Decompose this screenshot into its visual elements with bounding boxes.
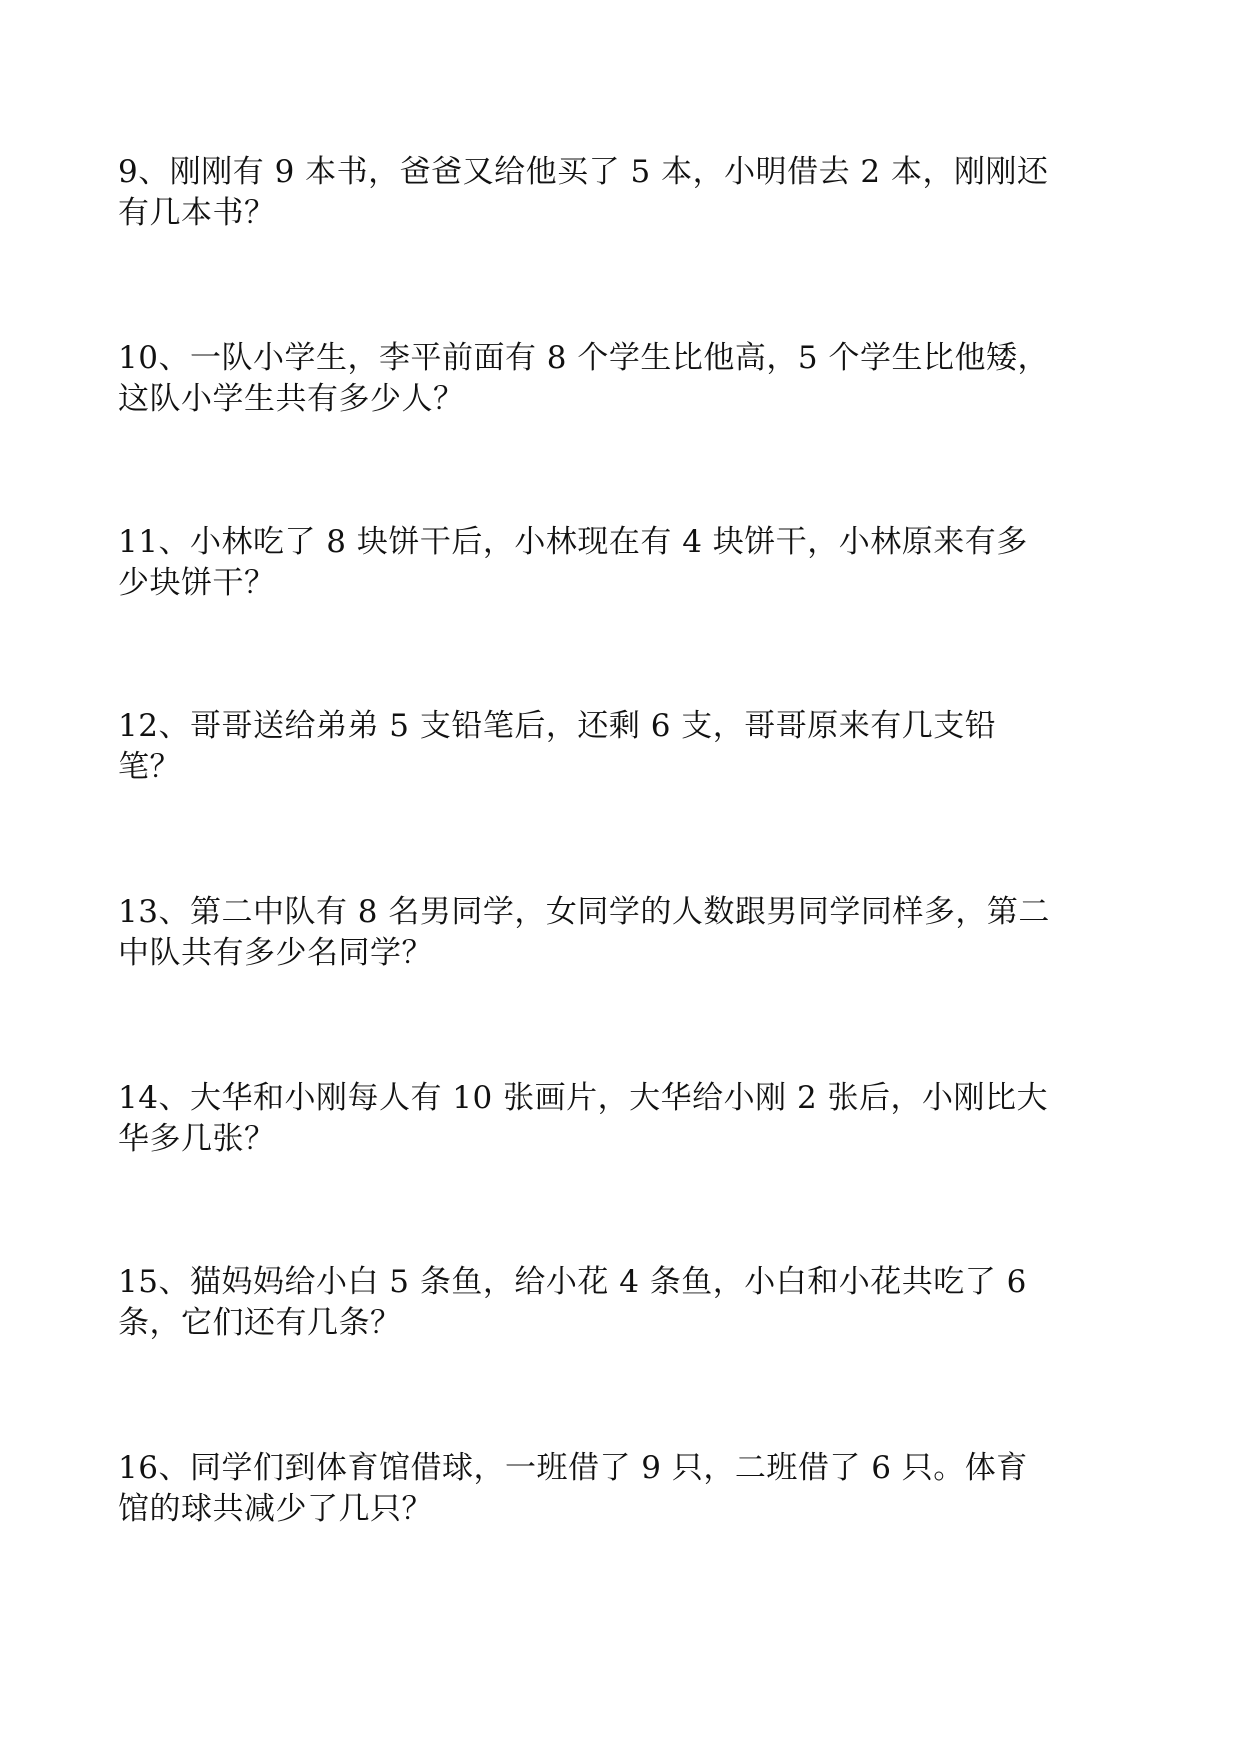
problem-11: 11、小林吃了 8 块饼干后，小林现在有 4 块饼干，小林原来有多少块饼干？: [118, 524, 1028, 601]
problem-16: 16、同学们到体育馆借球，一班借了 9 只，二班借了 6 只。体育馆的球共减少了几只？: [118, 1450, 1028, 1527]
problem-15: 15、猫妈妈给小白 5 条鱼，给小花 4 条鱼，小白和小花共吃了 6 条，它们还有几条？: [118, 1264, 1027, 1341]
problem-14: 14、大华和小刚每人有 10 张画片，大华给小刚 2 张后，小刚比大华多几张？: [118, 1080, 1049, 1157]
problem-10: 10、一队小学生，李平前面有 8 个学生比他高，5 个学生比他矮，这队小学生共有多少人？: [118, 340, 1049, 417]
problem-12: 12、哥哥送给弟弟 5 支铅笔后，还剩 6 支，哥哥原来有几支铅笔？: [118, 708, 997, 785]
problem-13: 13、第二中队有 8 名男同学，女同学的人数跟男同学同样多，第二中队共有多少名同学？: [118, 894, 1050, 971]
problem-9: 9、刚刚有 9 本书，爸爸又给他买了 5 本，小明借去 2 本，刚刚还有几本书？: [118, 154, 1049, 231]
